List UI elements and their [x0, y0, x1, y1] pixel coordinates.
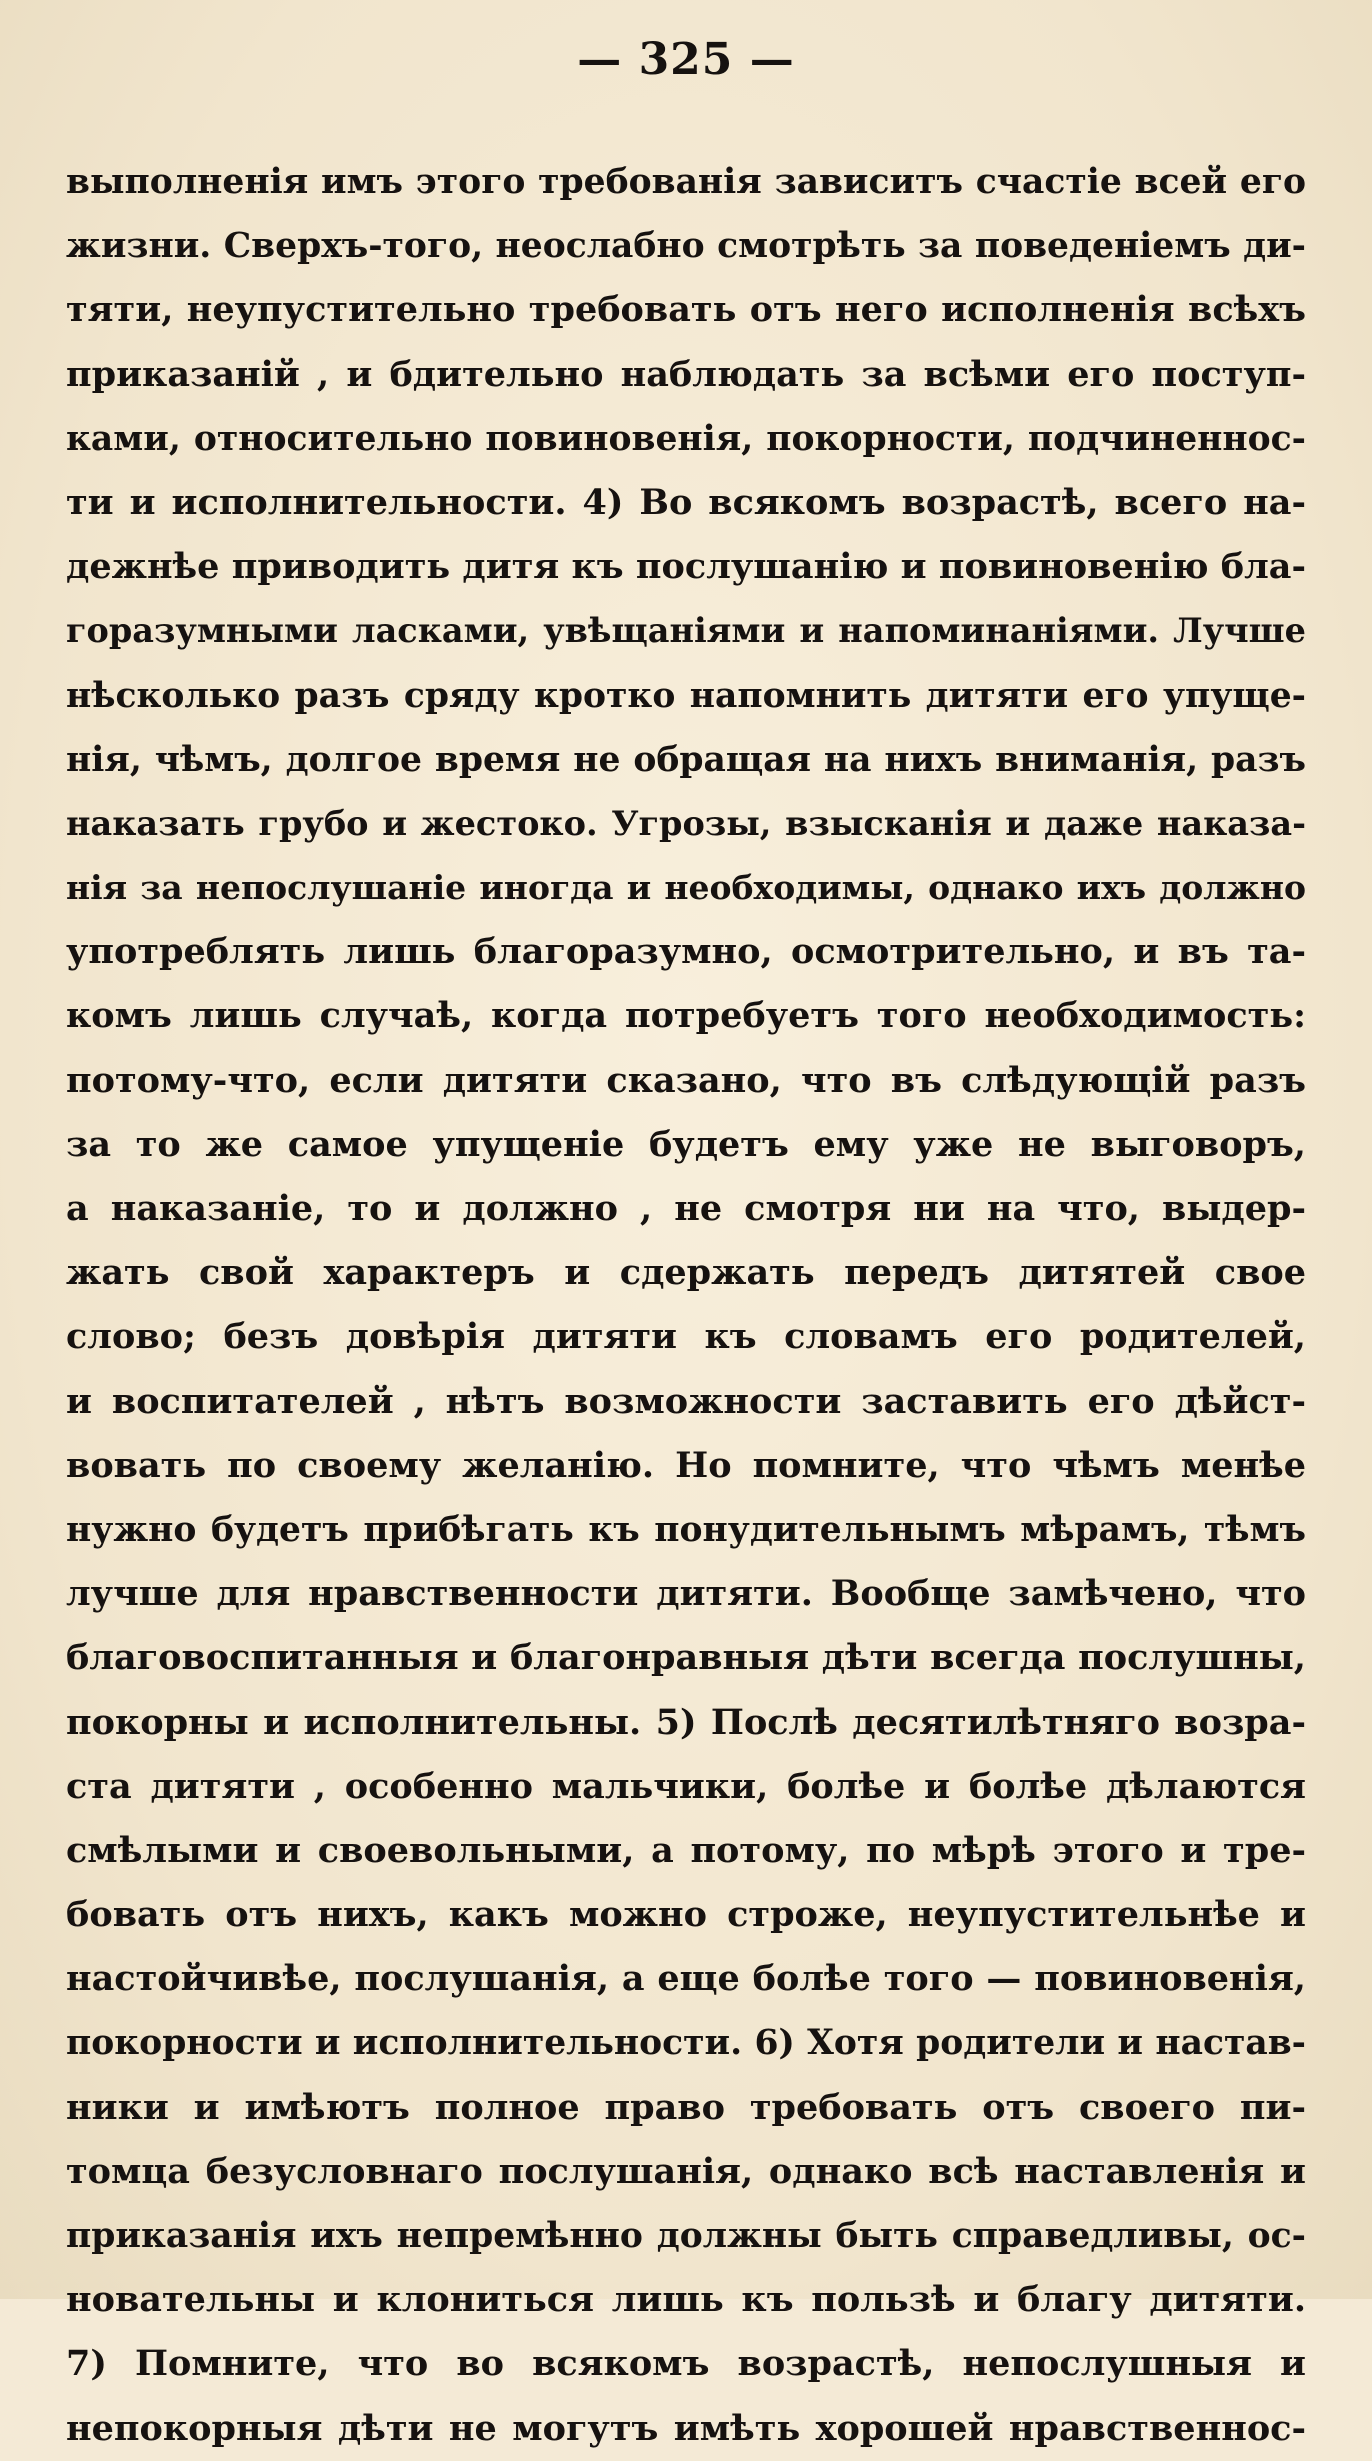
- text-line: горазумными ласками, увѣщаніями и напоминаніями. Лучше: [66, 611, 1306, 651]
- page-number: — 325 —: [577, 34, 795, 85]
- text-line: приказанія ихъ непремѣнно должны быть справедливы, ос-: [66, 2216, 1306, 2256]
- text-line: настойчивѣе, послушанія, а еще болѣе того — повиновенія,: [66, 1958, 1306, 2000]
- text-line: лучше для нравственности дитяти. Вообще замѣчено, что: [66, 1573, 1306, 1615]
- text-line: а наказаніе, то и должно , не смотря ни на что, выдер-: [66, 1188, 1306, 1229]
- text-line: ники и имѣютъ полное право требовать отъ своего пи-: [66, 2086, 1306, 2128]
- text-line: новательны и клониться лишь къ пользѣ и благу дитяти.: [66, 2279, 1306, 2321]
- text-line: нужно будетъ прибѣгать къ понудительнымъ мѣрамъ, тѣмъ: [66, 1509, 1306, 1550]
- text-line: 7) Помните, что во всякомъ возрастѣ, непослушныя и: [66, 2343, 1306, 2385]
- text-line: употреблять лишь благоразумно, осмотрительно, и въ та-: [66, 931, 1306, 973]
- text-line: приказаній , и бдительно наблюдать за всѣми его поступ-: [66, 353, 1306, 395]
- text-line: покорны и исполнительны. 5) Послѣ десятилѣтняго возра-: [66, 1701, 1306, 1743]
- text-line: тяти, неупустительно требовать отъ него исполненія всѣхъ: [66, 289, 1306, 331]
- text-line: жать свой характеръ и сдержать передъ дитятей свое: [66, 1252, 1306, 1294]
- body-text: [66, 150, 1306, 2461]
- text-line: ти и исполнительности. 4) Во всякомъ возрастѣ, всего на-: [66, 481, 1306, 523]
- text-line: дежнѣе приводить дитя къ послушанію и повиновенію бла-: [66, 546, 1306, 588]
- text-line: нія, чѣмъ, долгое время не обращая на нихъ вниманія, разъ: [66, 739, 1306, 780]
- text-line: жизни. Сверхъ-того, неослабно смотрѣть за поведеніемъ ди-: [66, 226, 1306, 267]
- text-line: наказать грубо и жестоко. Угрозы, взысканія и даже наказа-: [66, 803, 1306, 843]
- text-line: смѣлыми и своевольными, а потому, по мѣрѣ этого и тре-: [66, 1829, 1306, 1871]
- text-line: ста дитяти , особенно мальчики, болѣе и болѣе дѣлаются: [66, 1765, 1306, 1807]
- text-line: нѣсколько разъ сряду кротко напомнить дитяти его упуще-: [66, 675, 1306, 716]
- text-line: благовоспитанныя и благонравныя дѣти всегда послушны,: [66, 1637, 1306, 1679]
- text-line: ками, относительно повиновенія, покорности, подчиненнос-: [66, 418, 1306, 459]
- text-line: бовать отъ нихъ, какъ можно строже, неупустительнѣе и: [66, 1894, 1306, 1936]
- text-line: покорности и исполнительности. 6) Хотя родители и настав-: [66, 2023, 1306, 2064]
- text-line: потому-что, если дитяти сказано, что въ слѣдующій разъ: [66, 1059, 1306, 1101]
- text-line: слово; безъ довѣрія дитяти къ словамъ его родителей,: [66, 1316, 1306, 1358]
- text-line: вовать по своему желанію. Но помните, что чѣмъ менѣе: [66, 1444, 1306, 1486]
- text-line: нія за непослушаніе иногда и необходимы, однако ихъ должно: [66, 868, 1306, 908]
- text-line: за то же самое упущеніе будетъ ему уже не выговоръ,: [66, 1123, 1306, 1165]
- text-line: и воспитателей , нѣтъ возможности заставить его дѣйст-: [66, 1380, 1306, 1422]
- text-line: томца безусловнаго послушанія, однако всѣ наставленія и: [66, 2150, 1306, 2192]
- text-line: комъ лишь случаѣ, когда потребуетъ того необходимость:: [66, 995, 1306, 1037]
- text-line: выполненія имъ этого требованія зависитъ счастіе всей его: [66, 162, 1306, 202]
- text-line: непокорныя дѣти не могутъ имѣть хорошей нравственнос-: [66, 2407, 1306, 2449]
